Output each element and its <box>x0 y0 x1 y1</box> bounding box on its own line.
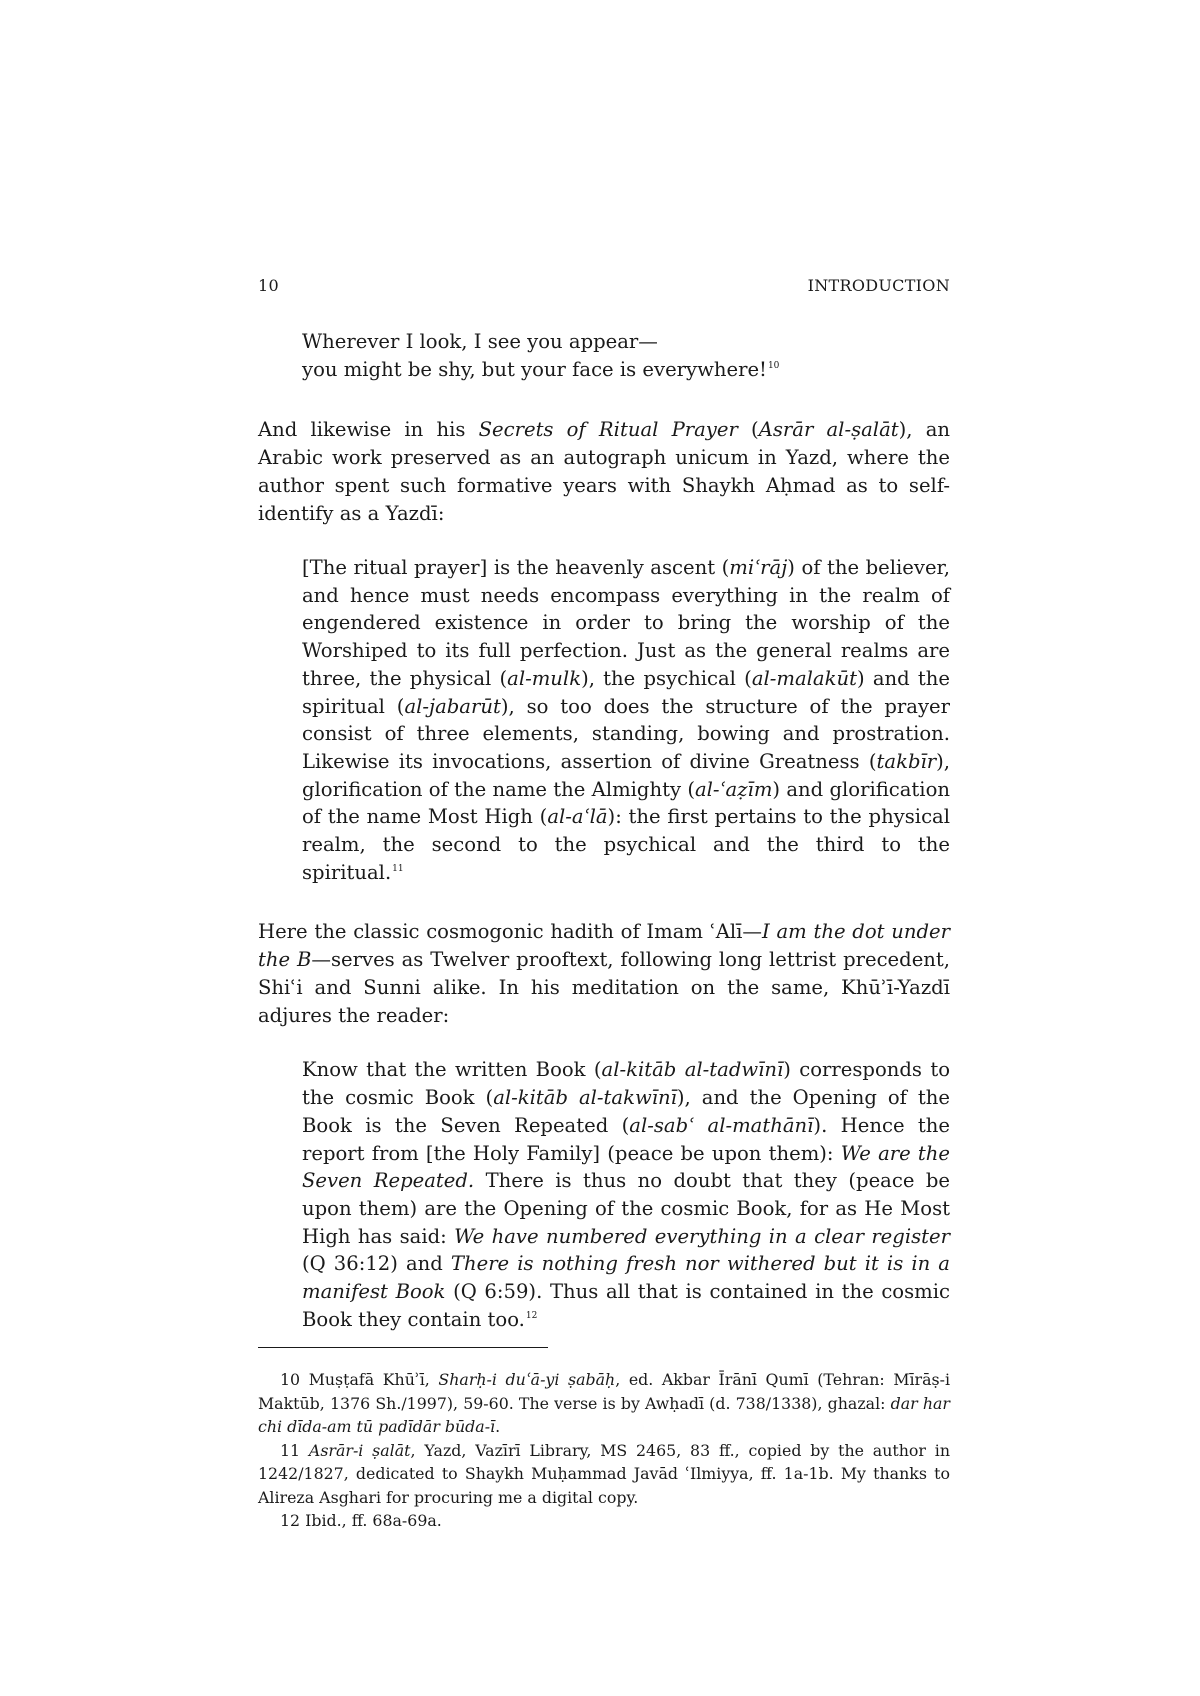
text-run: , Yazd, Vazīrī Library, MS 2465, 83 ff., copied by the author in 1242/1827, dedicated to Shaykh Muḥammad Javād ʿIlmiyya, ff. 1a-1b. My thanks to Alireza Asghari for procuring me a digital copy. <box>258 1440 950 1507</box>
italic-run: Secrets of Ritual Prayer <box>478 418 738 441</box>
running-title: INTRODUCTION <box>807 276 950 295</box>
italic-run: al-malakūt <box>751 666 857 690</box>
footnotes <box>258 1368 950 1533</box>
italic-run: al-ʿaẓīm <box>694 777 773 801</box>
text-run: ( <box>737 418 759 441</box>
italic-run: Asrār al-ṣalāt <box>758 418 899 441</box>
paragraph-asrar <box>258 416 950 528</box>
italic-run: I am the dot under the B <box>258 920 950 972</box>
text-run: , ed. Akbar Īrānī Qumī (Tehran: Mīrāṣ-i Maktūb, 1376 Sh./1997), 59-60. The verse is by Awḥadī (d. 738/1338), ghazal: <box>258 1370 951 1413</box>
text-run: ), the psychical ( <box>581 666 752 690</box>
footnote-ref-10[interactable]: 10 <box>767 361 780 372</box>
paragraph-hadith <box>258 918 950 1030</box>
text-run: (Q 6:59). Thus all that is contained in the cosmic Book they contain too. <box>302 1280 950 1331</box>
italic-run: al-kitāb al-tadwīnī <box>601 1058 784 1082</box>
footnote-ref-12[interactable]: 12 <box>525 1311 538 1322</box>
footnote-divider <box>258 1347 548 1348</box>
italic-run: There is nothing fresh nor withered but it is in a manifest Book <box>302 1252 950 1304</box>
text-run: ) corresponds to the cosmic Book ( <box>302 1058 951 1110</box>
italic-run: al-kitāb al-takwīnī <box>493 1086 677 1110</box>
footnote-10 <box>258 1368 950 1439</box>
block-quote-ritual-prayer <box>302 554 950 886</box>
footnote-11 <box>258 1439 950 1510</box>
text-run: (Q 36:12) and <box>302 1252 451 1276</box>
text-run: ) and the spiritual ( <box>302 666 950 718</box>
verse-line-2-text: you might be shy, but your face is everywhere! <box>302 358 767 381</box>
text-run: [The ritual prayer] is the heavenly ascent ( <box>302 556 730 579</box>
italic-run: al-mulk <box>507 666 582 690</box>
text-run: ), and the Opening of the Book is the Seven Repeated ( <box>302 1086 950 1137</box>
text-run: ), an Arabic work preserved as an autograph unicum in Yazd, where the author spent such formative years with Shaykh Aḥmad as to self-identify as a Yazdī: <box>258 418 951 525</box>
italic-run: al-aʿlā <box>547 805 608 829</box>
text-run: ), so too does the structure of the prayer consist of three elements, standing, bowing and prostration. Likewise its invocations, assertion of divine Greatness ( <box>302 694 951 773</box>
text-run: . <box>495 1417 501 1437</box>
italic-run: We are the Seven Repeated. <box>302 1141 951 1193</box>
footnote-number: 12 <box>280 1511 301 1531</box>
text-run: ): the first pertains to the physical realm, the second to the psychical and the third to the spiritual. <box>302 805 950 884</box>
text-run: Here the classic cosmogonic hadith of Imam ʿAlī— <box>258 920 763 944</box>
text-run: Ibid., ff. 68a-69a. <box>300 1511 442 1531</box>
text-run: ). Hence the report from [the Holy Family] (peace be upon them): <box>302 1113 950 1165</box>
text-run: ) of the believer, and hence must needs encompass everything in the realm of engendered existence in order to bring the worship of the Worshiped to its full perfection. Just as the general realms are three, the physical ( <box>302 556 950 690</box>
italic-run: dar har chi dīda-am tū padīdār būda-ī <box>258 1393 950 1437</box>
verse-line-1: Wherever I look, I see you appear— <box>302 330 658 353</box>
verse-line-2 <box>302 356 950 384</box>
text-run: —serves as Twelver prooftext, following long lettrist precedent, Shiʿi and Sunni alike. In his meditation on the same, Khūʾī-Yazdī adjures the reader: <box>258 948 951 1028</box>
italic-run: miʿrāj <box>729 556 788 579</box>
page-number: 10 <box>258 276 279 295</box>
italic-run: Sharḥ-i duʿā-yi ṣabāḥ <box>438 1370 616 1390</box>
italic-run: al-jabarūt <box>404 694 501 718</box>
footnote-12 <box>258 1509 950 1533</box>
text-run <box>300 1441 309 1460</box>
running-header <box>258 276 950 300</box>
text-run: There is thus no doubt that they (peace be upon them) are the Opening of the cosmic Book, for as He Most High has said: <box>302 1169 950 1248</box>
italic-run: al-sabʿ al-mathānī <box>629 1113 814 1137</box>
book-page <box>258 276 950 1533</box>
italic-run: We have numbered everything in a clear register <box>454 1224 950 1248</box>
footnote-number: 10 <box>280 1370 301 1390</box>
text-run: ) and glorification of the name Most High ( <box>302 777 950 829</box>
text-run: And likewise in his <box>258 418 479 441</box>
text-run: ), glorification of the name the Almighty ( <box>302 749 950 801</box>
italic-run: takbīr <box>876 749 937 773</box>
footnote-ref-11[interactable]: 11 <box>392 864 404 875</box>
text-run: Muṣṭafā Khūʾī, <box>300 1370 439 1390</box>
block-quote-cosmic-book <box>302 1056 950 1333</box>
text-run: Know that the written Book ( <box>302 1058 602 1082</box>
verse-quotation <box>302 328 950 384</box>
italic-run: Asrār-i ṣalāt <box>308 1440 411 1460</box>
footnote-number: 11 <box>280 1440 301 1460</box>
